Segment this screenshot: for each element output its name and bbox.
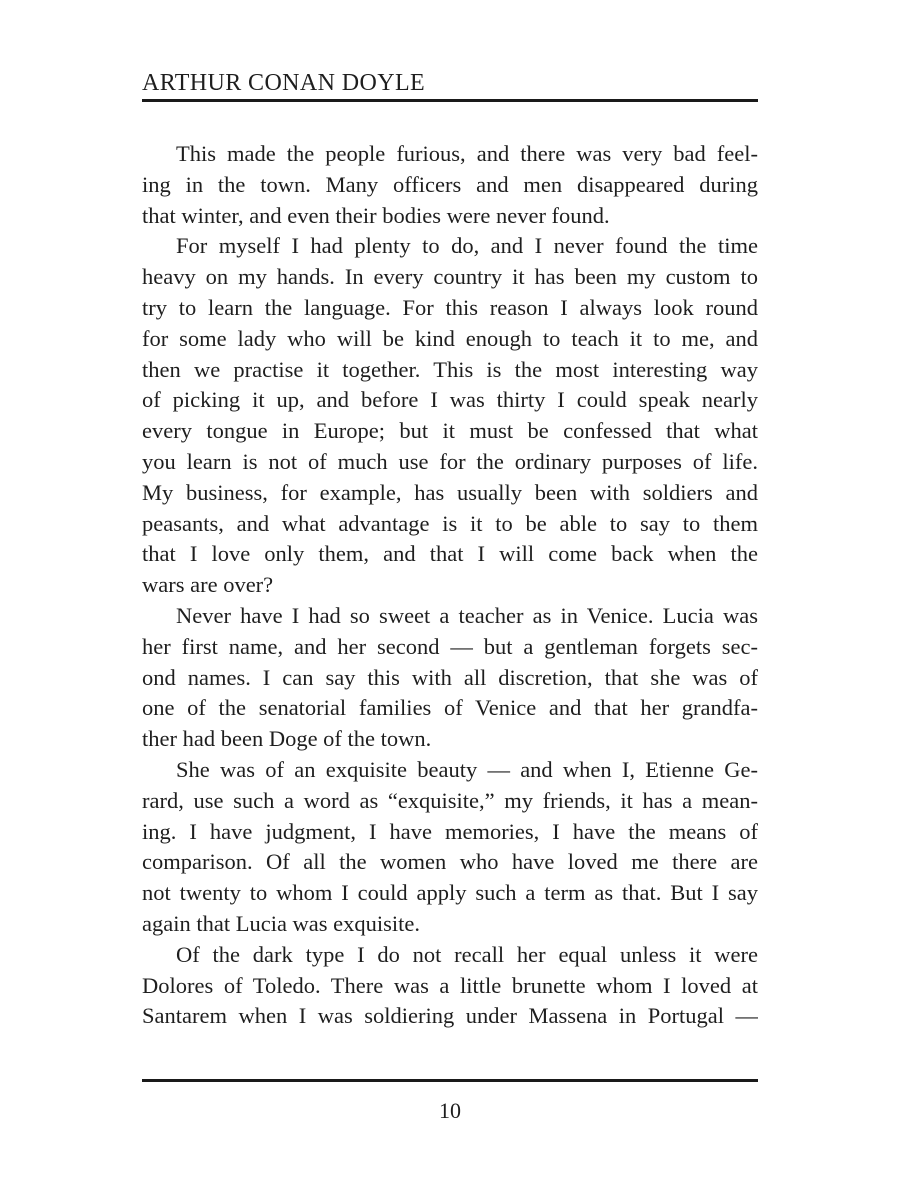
text-line: ing. I have judgment, I have memories, I have the means of xyxy=(142,818,758,844)
text-line: you learn is not of much use for the ordinary purposes of life. xyxy=(142,448,758,474)
text-line: try to learn the language. For this reason I always look round xyxy=(142,294,758,320)
text-line: of picking it up, and before I was thirty I could speak nearly xyxy=(142,387,758,413)
text-line: every tongue in Europe; but it must be confessed that what xyxy=(142,418,758,444)
text-line: wars are over? xyxy=(142,572,274,598)
text-line: heavy on my hands. In every country it has been my custom to xyxy=(142,264,758,290)
text-line: My business, for example, has usually been with soldiers and xyxy=(142,479,758,505)
text-line: Dolores of Toledo. There was a little brunette whom I loved at xyxy=(142,972,758,998)
text-line: Of the dark type I do not recall her equal unless it were xyxy=(176,941,758,967)
text-line: that winter, and even their bodies were never found. xyxy=(142,202,610,228)
text-line: For myself I had plenty to do, and I never found the time xyxy=(176,233,758,259)
text-line: ing in the town. Many officers and men disappeared during xyxy=(142,171,758,197)
header-rule xyxy=(142,99,758,102)
text-line: that I love only them, and that I will come back when the xyxy=(142,541,758,567)
body-text xyxy=(142,139,758,1032)
text-line: her first name, and her second — but a gentleman forgets sec- xyxy=(142,633,758,659)
text-line: comparison. Of all the women who have loved me there are xyxy=(142,849,758,875)
text-line: not twenty to whom I could apply such a term as that. But I say xyxy=(142,880,758,906)
text-line: rard, use such a word as “exquisite,” my friends, it has a mean- xyxy=(142,787,758,813)
text-line: again that Lucia was exquisite. xyxy=(142,910,421,936)
page-number: 10 xyxy=(439,1098,461,1123)
text-line: then we practise it together. This is the most interesting way xyxy=(142,356,758,382)
text-line: for some lady who will be kind enough to teach it to me, and xyxy=(142,325,758,351)
text-line: ond names. I can say this with all discretion, that she was of xyxy=(142,664,758,690)
text-line: one of the senatorial families of Venice and that her grandfa- xyxy=(142,695,758,721)
running-head: ARTHUR CONAN DOYLE xyxy=(142,70,426,96)
footer-rule xyxy=(142,1079,758,1082)
text-line: This made the people furious, and there was very bad feel- xyxy=(176,141,758,166)
text-line: peasants, and what advantage is it to be able to say to them xyxy=(142,510,758,536)
text-line: ther had been Doge of the town. xyxy=(142,726,432,752)
text-line: She was of an exquisite beauty — and when I, Etienne Ge- xyxy=(176,756,758,782)
text-line: Never have I had so sweet a teacher as in Venice. Lucia was xyxy=(176,602,758,628)
text-line: Santarem when I was soldiering under Massena in Portugal — xyxy=(142,1003,758,1029)
